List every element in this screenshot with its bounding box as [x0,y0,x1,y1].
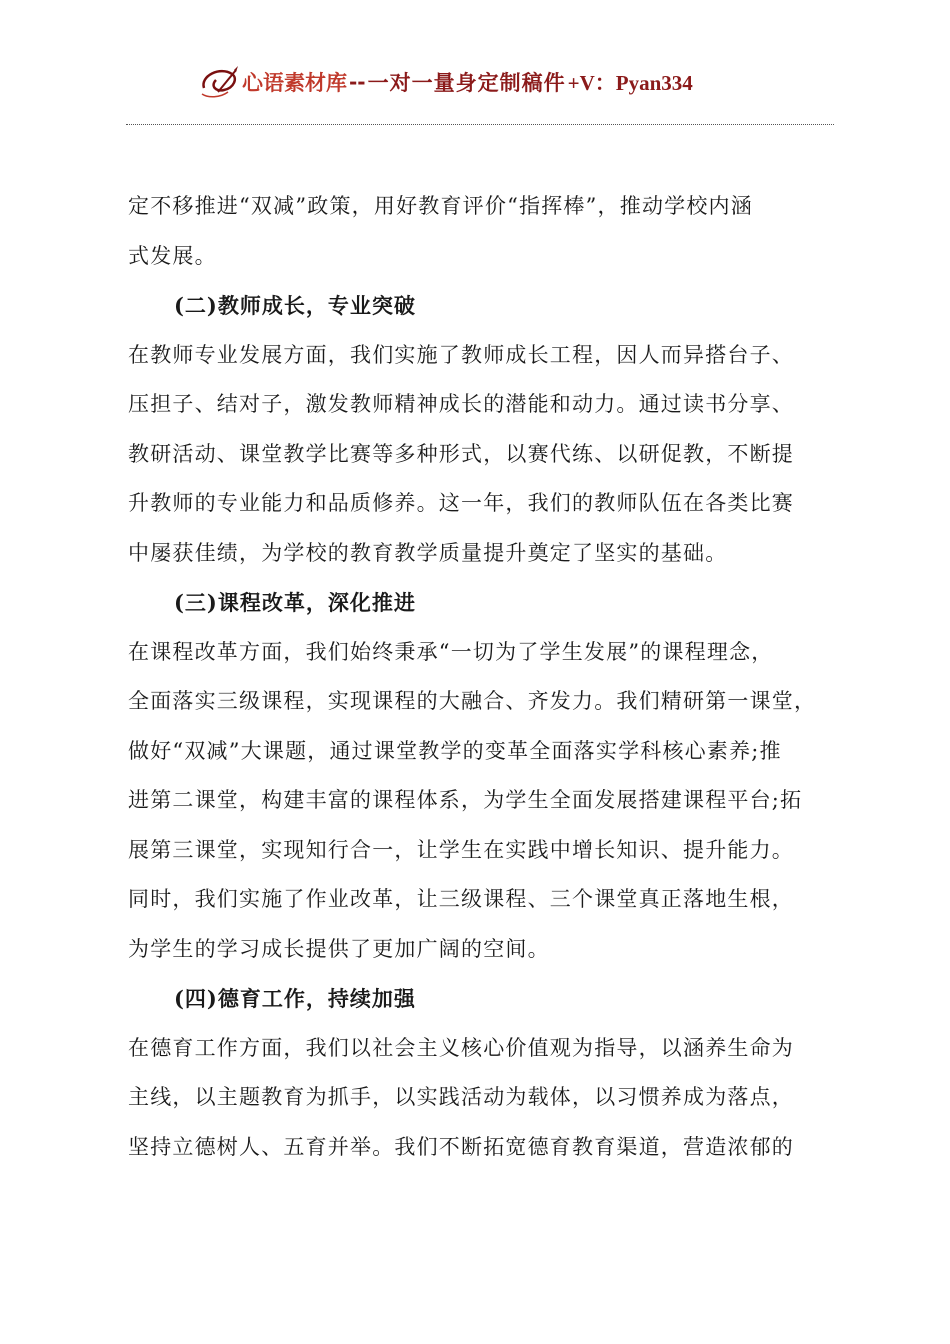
section-heading: (二)教师成长，专业突破 [174,293,416,318]
section-heading: (三)课程改革，深化推进 [174,590,416,615]
paragraph-line: 中屡获佳绩，为学校的教育教学质量提升奠定了坚实的基础。 [128,540,728,565]
paragraph-line: 进第二课堂，构建丰富的课程体系，为学生全面发展搭建课程平台;拓 [128,788,803,812]
header-divider [126,124,834,125]
brand-name: 心语素材库 [242,70,347,95]
paragraph-line: 同时，我们实施了作业改革，让三级课程、三个课堂真正落地生根， [128,887,794,911]
header-slogan: 一对一量身定制稿件 [367,70,566,95]
paragraph-line: 定不移推进“双减”政策，用好教育评价“指挥棒”，推动学校内涵 [128,194,753,218]
paragraph-line: 坚持立德树人、五育并举。我们不断拓宽德育教育渠道，营造浓郁的 [128,1134,794,1159]
header-dash: -- [349,70,366,94]
pen-swirl-icon [198,62,242,102]
document-body [128,182,832,1172]
paragraph-line: 升教师的专业能力和品质修养。这一年，我们的教师队伍在各类比赛 [128,491,794,515]
paragraph-line: 全面落实三级课程，实现课程的大融合、齐发力。我们精研第一课堂， [128,689,817,713]
paragraph-line: 为学生的学习成长提供了更加广阔的空间。 [128,936,550,961]
paragraph-line: 式发展。 [128,243,217,268]
section-heading: (四)德育工作，持续加强 [174,986,416,1011]
paragraph-line: 主线，以主题教育为抓手，以实践活动为载体，以习惯养成为落点， [128,1085,794,1109]
paragraph-line: 在课程改革方面，我们始终秉承“一切为了学生发展”的课程理念， [128,639,774,664]
paragraph-line: 做好“双减”大课题，通过课堂教学的变革全面落实学科核心素养;推 [128,738,782,763]
paragraph-line: 在德育工作方面，我们以社会主义核心价值观为指导，以涵养生命为 [128,1035,794,1060]
paragraph-line: 教研活动、课堂教学比赛等多种形式，以赛代练、以研促教，不断提 [128,441,794,466]
paragraph-line: 在教师专业发展方面，我们实施了教师成长工程，因人而异搭台子、 [128,342,794,367]
paragraph-line: 展第三课堂，实现知行合一，让学生在实践中增长知识、提升能力。 [128,837,794,862]
document-header [198,62,693,102]
header-contact: +V：Pyan334 [567,71,693,95]
paragraph-line: 压担子、结对子，激发教师精神成长的潜能和动力。通过读书分享、 [128,392,794,416]
